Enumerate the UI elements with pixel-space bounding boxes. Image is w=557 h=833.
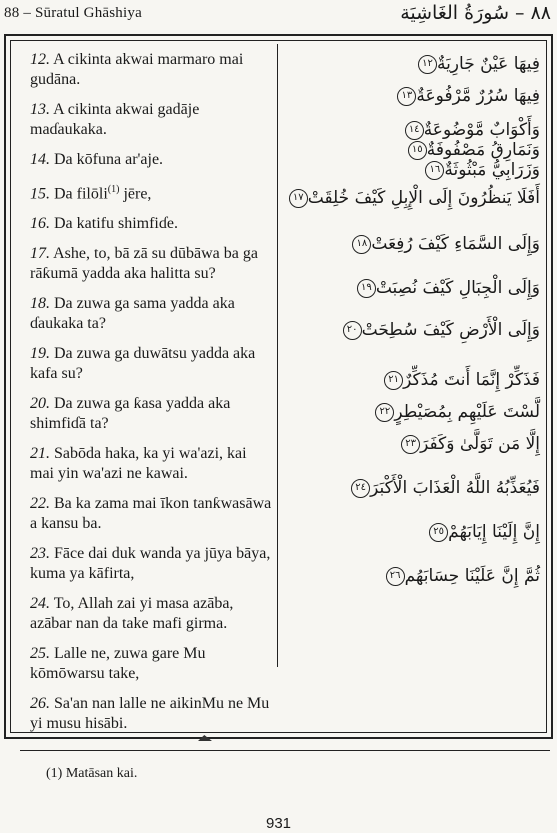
running-head-latin: 88 – Sūratul Ghāshiya [4, 5, 142, 21]
verse-text: Da zuwa ga ƙasa yadda aka shimfiɗā ta? [30, 395, 231, 433]
verse-text: Sabōda haka, ka yi wa'azi, kai mai yin wa'azi ne kawai. [30, 445, 247, 483]
arabic-verse-text: وَإِلَى الْأَرْضِ كَيْفَ سُطِحَتْ [361, 320, 540, 340]
verse-translation [30, 180, 274, 204]
arabic-verse [288, 188, 540, 208]
verse-end-marker-icon: ١٢ [418, 55, 437, 74]
arabic-verse-text: وَنَمَارِقُ مَصْفُوفَةٌ [426, 140, 540, 160]
verse-translation [30, 100, 274, 140]
verse-text: Ba ka zama mai īkon tanƙwasāwa a kansu ba. [30, 495, 272, 533]
arabic-verse-text: وَزَرَابِيُّ مَبْثُوثَةٌ [444, 160, 540, 180]
verse-text-continued: jēre, [119, 185, 152, 203]
verse-end-marker-icon: ١٥ [408, 141, 427, 160]
arabic-verse-text: أَفَلَا يَنظُرُونَ إِلَى الْإِبِلِ كَيْفَ خُلِقَتْ [307, 188, 540, 208]
verse-number: 24. [30, 595, 50, 613]
verse-text: Sa'an nan lalle ne aikinMu ne Mu yi musu hisābi. [30, 695, 270, 733]
arabic-verse [288, 234, 540, 254]
footnote: (1) Matāsan kai. [46, 766, 138, 781]
footnote-rule [20, 750, 550, 751]
arabic-verse-text: فَذَكِّرْ إِنَّمَا أَنتَ مُذَكِّرٌ [403, 370, 540, 390]
arabic-verse-text: فِيهَا عَيْنٌ جَارِيَةٌ [436, 54, 540, 74]
verse-translation [30, 444, 274, 484]
arabic-verse [288, 434, 540, 454]
verse-end-marker-icon: ٢٥ [429, 523, 448, 542]
verse-number: 21. [30, 445, 50, 463]
verse-number: 22. [30, 495, 50, 513]
arabic-verse [288, 370, 540, 390]
verse-number: 14. [30, 151, 50, 168]
column-divider [277, 44, 278, 667]
verse-number: 26. [30, 695, 50, 713]
verse-number: 13. [30, 101, 50, 118]
verse-end-marker-icon: ١٨ [352, 235, 371, 254]
verse-number: 25. [30, 645, 50, 663]
verse-end-marker-icon: ٢٠ [343, 321, 362, 340]
arabic-verse-text: فِيهَا سُرُرٌ مَّرْفُوعَةٌ [416, 86, 540, 106]
arabic-verse [288, 522, 540, 542]
verse-text: Fāce dai duk wanda ya jūya bāya, kuma ya kāfirta, [30, 545, 271, 583]
verse-end-marker-icon: ١٧ [289, 189, 308, 208]
verse-translation [30, 494, 274, 534]
verse-end-marker-icon: ١٣ [397, 87, 416, 106]
verse-number: 23. [30, 545, 50, 563]
arabic-verse [288, 478, 540, 498]
verse-end-marker-icon: ١٦ [425, 161, 444, 180]
running-head-arabic: ٨٨ – سُورَةُ الغَاشِيَة [400, 2, 551, 24]
footnote-marker: (1) [107, 184, 120, 195]
page-header [0, 0, 557, 28]
verse-text: Lalle ne, zuwa gare Mu kōmōwarsu take, [30, 645, 206, 683]
arabic-verse [288, 320, 540, 340]
arabic-verse-text: إِلَّا مَن تَوَلَّىٰ وَكَفَرَ [420, 434, 540, 454]
verse-text: Da katifu shimfiɗe. [54, 215, 178, 233]
verse-translation [30, 150, 274, 170]
verse-number: 16. [30, 215, 50, 233]
verse-translation [30, 214, 274, 234]
arabic-verse-text: إِنَّ إِلَيْنَا إِيَابَهُمْ [448, 522, 540, 542]
arabic-verse [288, 54, 540, 74]
arabic-verse-text: وَأَكْوَابٌ مَّوْضُوعَةٌ [423, 120, 540, 140]
verse-text: A cikinta akwai marmaro mai gudāna. [30, 51, 244, 88]
arabic-verse [288, 86, 540, 106]
arabic-verse [288, 566, 540, 586]
verse-translation [30, 50, 274, 90]
verse-number: 18. [30, 295, 50, 313]
arabic-verse-text: لَّسْتَ عَلَيْهِم بِمُصَيْطِرٍ [394, 402, 540, 422]
verse-translation [30, 644, 274, 684]
page-number: 931 [265, 815, 292, 832]
verse-translation [30, 294, 274, 334]
verse-translation [30, 244, 274, 284]
verse-number: 17. [30, 245, 50, 263]
verse-translation [30, 344, 274, 384]
arabic-verse [288, 120, 540, 140]
arabic-verse [288, 278, 540, 298]
verse-end-marker-icon: ٢٣ [401, 435, 420, 454]
arabic-verse-text: وَإِلَى الْجِبَالِ كَيْفَ نُصِبَتْ [375, 278, 540, 298]
verse-translation [30, 394, 274, 434]
verse-end-marker-icon: ٢١ [384, 371, 403, 390]
arabic-verse [288, 140, 540, 160]
verse-end-marker-icon: ١٤ [405, 121, 424, 140]
verse-text: Da zuwa ga duwātsu yadda aka kafa su? [30, 345, 256, 383]
verse-text: Da zuwa ga sama yadda aka ɗaukaka ta? [30, 295, 235, 333]
verse-text: Ashe, to, bā zā su dūbāwa ba ga rāƙumā yadda aka halitta su? [30, 245, 258, 283]
arabic-verse-text: فَيُعَذِّبُهُ اللَّهُ الْعَذَابَ الْأَكْبَرَ [370, 478, 540, 498]
content-frame [4, 34, 553, 739]
verse-end-marker-icon: ٢٦ [386, 567, 405, 586]
arabic-verse-text: وَإِلَى السَّمَاءِ كَيْفَ رُفِعَتْ [371, 234, 540, 254]
verse-translation [30, 694, 274, 734]
verse-number: 20. [30, 395, 50, 413]
verse-number: 15. [30, 185, 50, 203]
arabic-verse [288, 160, 540, 180]
arabic-verse [288, 402, 540, 422]
verse-end-marker-icon: ٢٢ [375, 403, 394, 422]
verse-number: 12. [30, 51, 50, 68]
verse-number: 19. [30, 345, 50, 363]
translation-column [30, 50, 274, 744]
verse-text: To, Allah zai yi masa azāba, azābar nan da take mafi girma. [30, 595, 234, 633]
arabic-verse-text: ثُمَّ إِنَّ عَلَيْنَا حِسَابَهُم [404, 566, 540, 586]
verse-text: Da filōli [54, 185, 108, 203]
verse-text: A cikinta akwai gadāje maɗaukaka. [30, 101, 200, 138]
verse-translation [30, 594, 274, 634]
verse-text: Da kōfuna ar'aje. [54, 151, 164, 168]
verse-end-marker-icon: ٢٤ [351, 479, 370, 498]
verse-translation [30, 544, 274, 584]
verse-end-marker-icon: ١٩ [357, 279, 376, 298]
